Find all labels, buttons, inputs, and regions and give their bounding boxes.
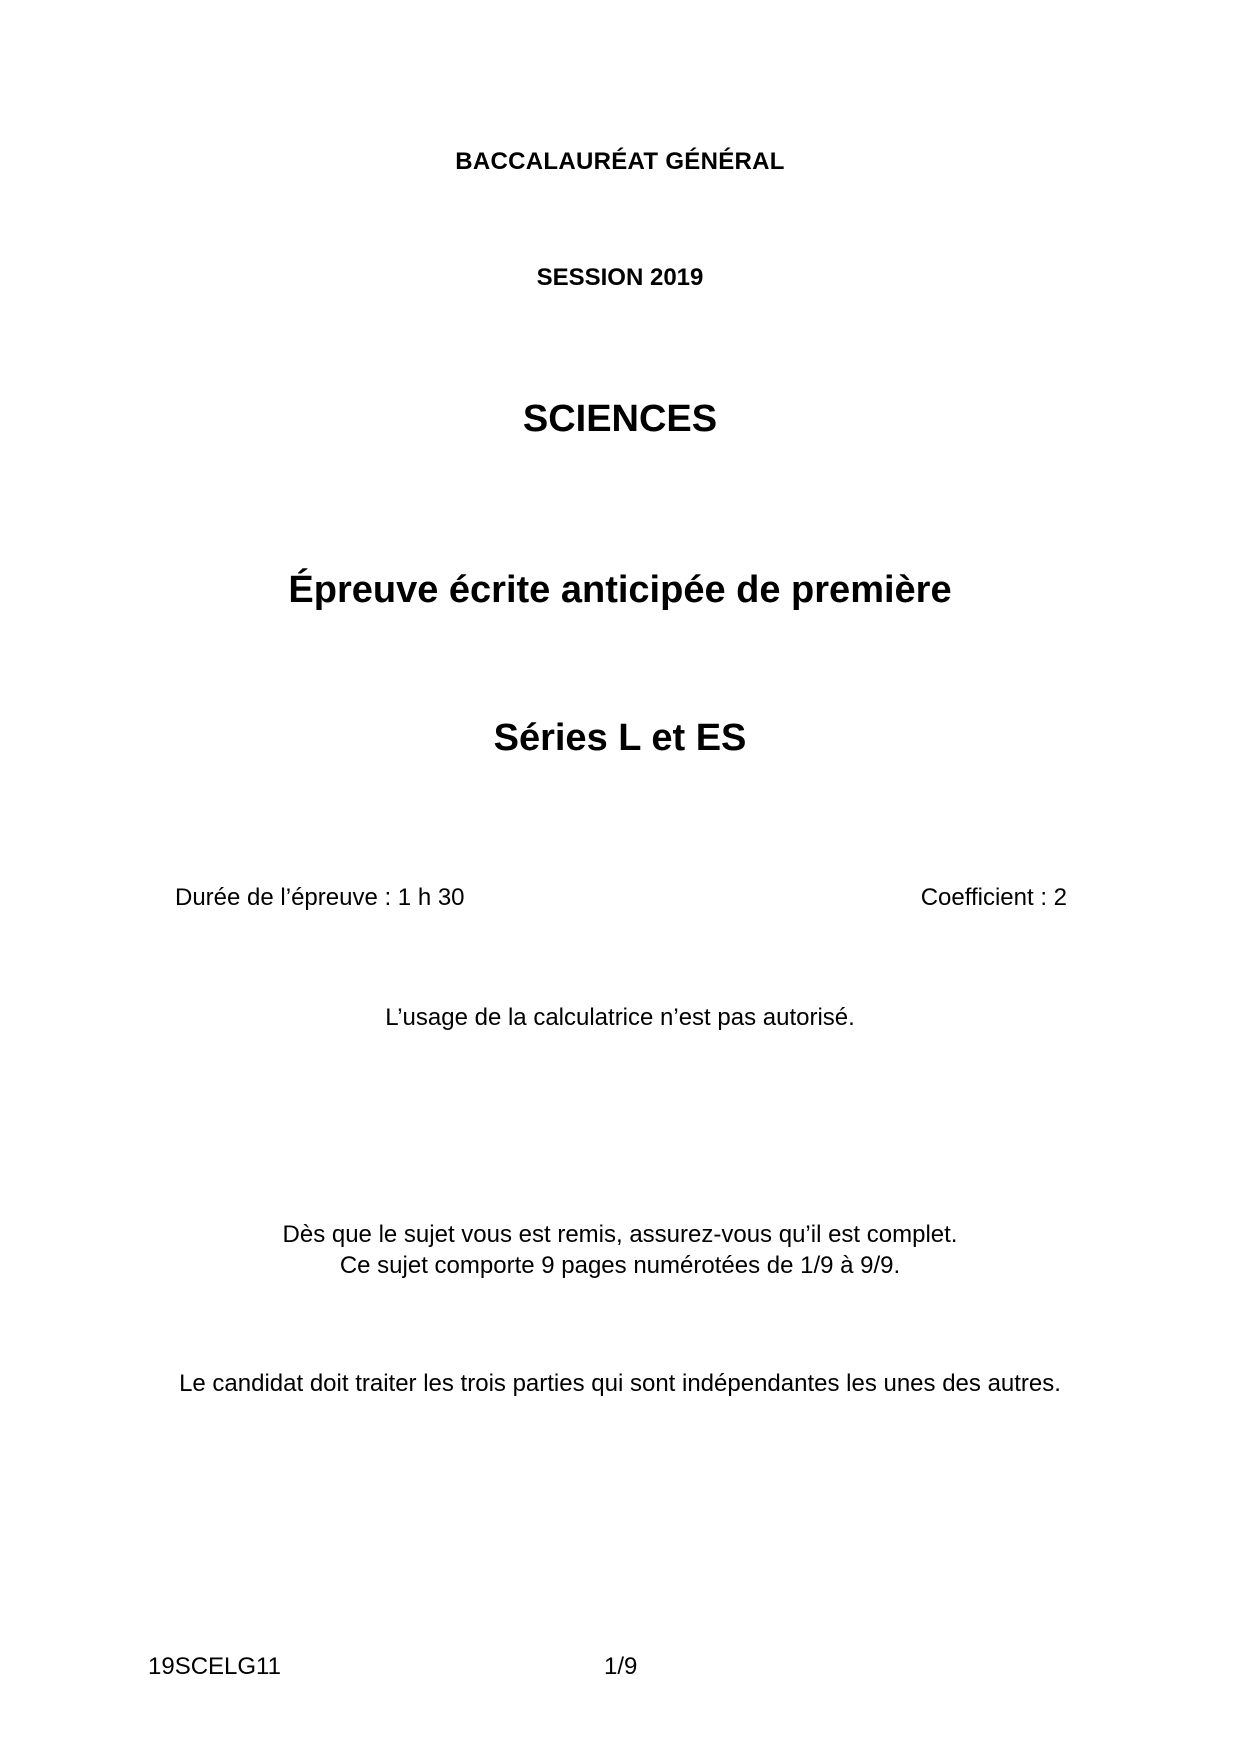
session-heading: SESSION 2019 xyxy=(536,264,704,291)
candidate-instructions: Le candidat doit traiter les trois parties qui sont indépendantes les unes des autres. xyxy=(179,1370,1061,1397)
subject-title: SCIENCES xyxy=(522,398,718,440)
series-title: Séries L et ES xyxy=(493,717,747,759)
page-count-notice: Ce sujet comporte 9 pages numérotées de 1/9 à 9/9. xyxy=(339,1252,901,1279)
footer-exam-code: 19SCELG11 xyxy=(148,1653,281,1680)
exam-type-heading: BACCALAURÉAT GÉNÉRAL xyxy=(455,148,785,175)
exam-coefficient: Coefficient : 2 xyxy=(920,884,1067,911)
exam-duration: Durée de l’épreuve : 1 h 30 xyxy=(175,884,465,911)
completeness-notice: Dès que le sujet vous est remis, assurez-vous qu’il est complet. xyxy=(282,1221,958,1248)
footer-page-number: 1/9 xyxy=(604,1653,638,1680)
calculator-notice: L’usage de la calculatrice n’est pas autorisé. xyxy=(385,1004,855,1031)
exam-kind-title: Épreuve écrite anticipée de première xyxy=(288,569,952,611)
